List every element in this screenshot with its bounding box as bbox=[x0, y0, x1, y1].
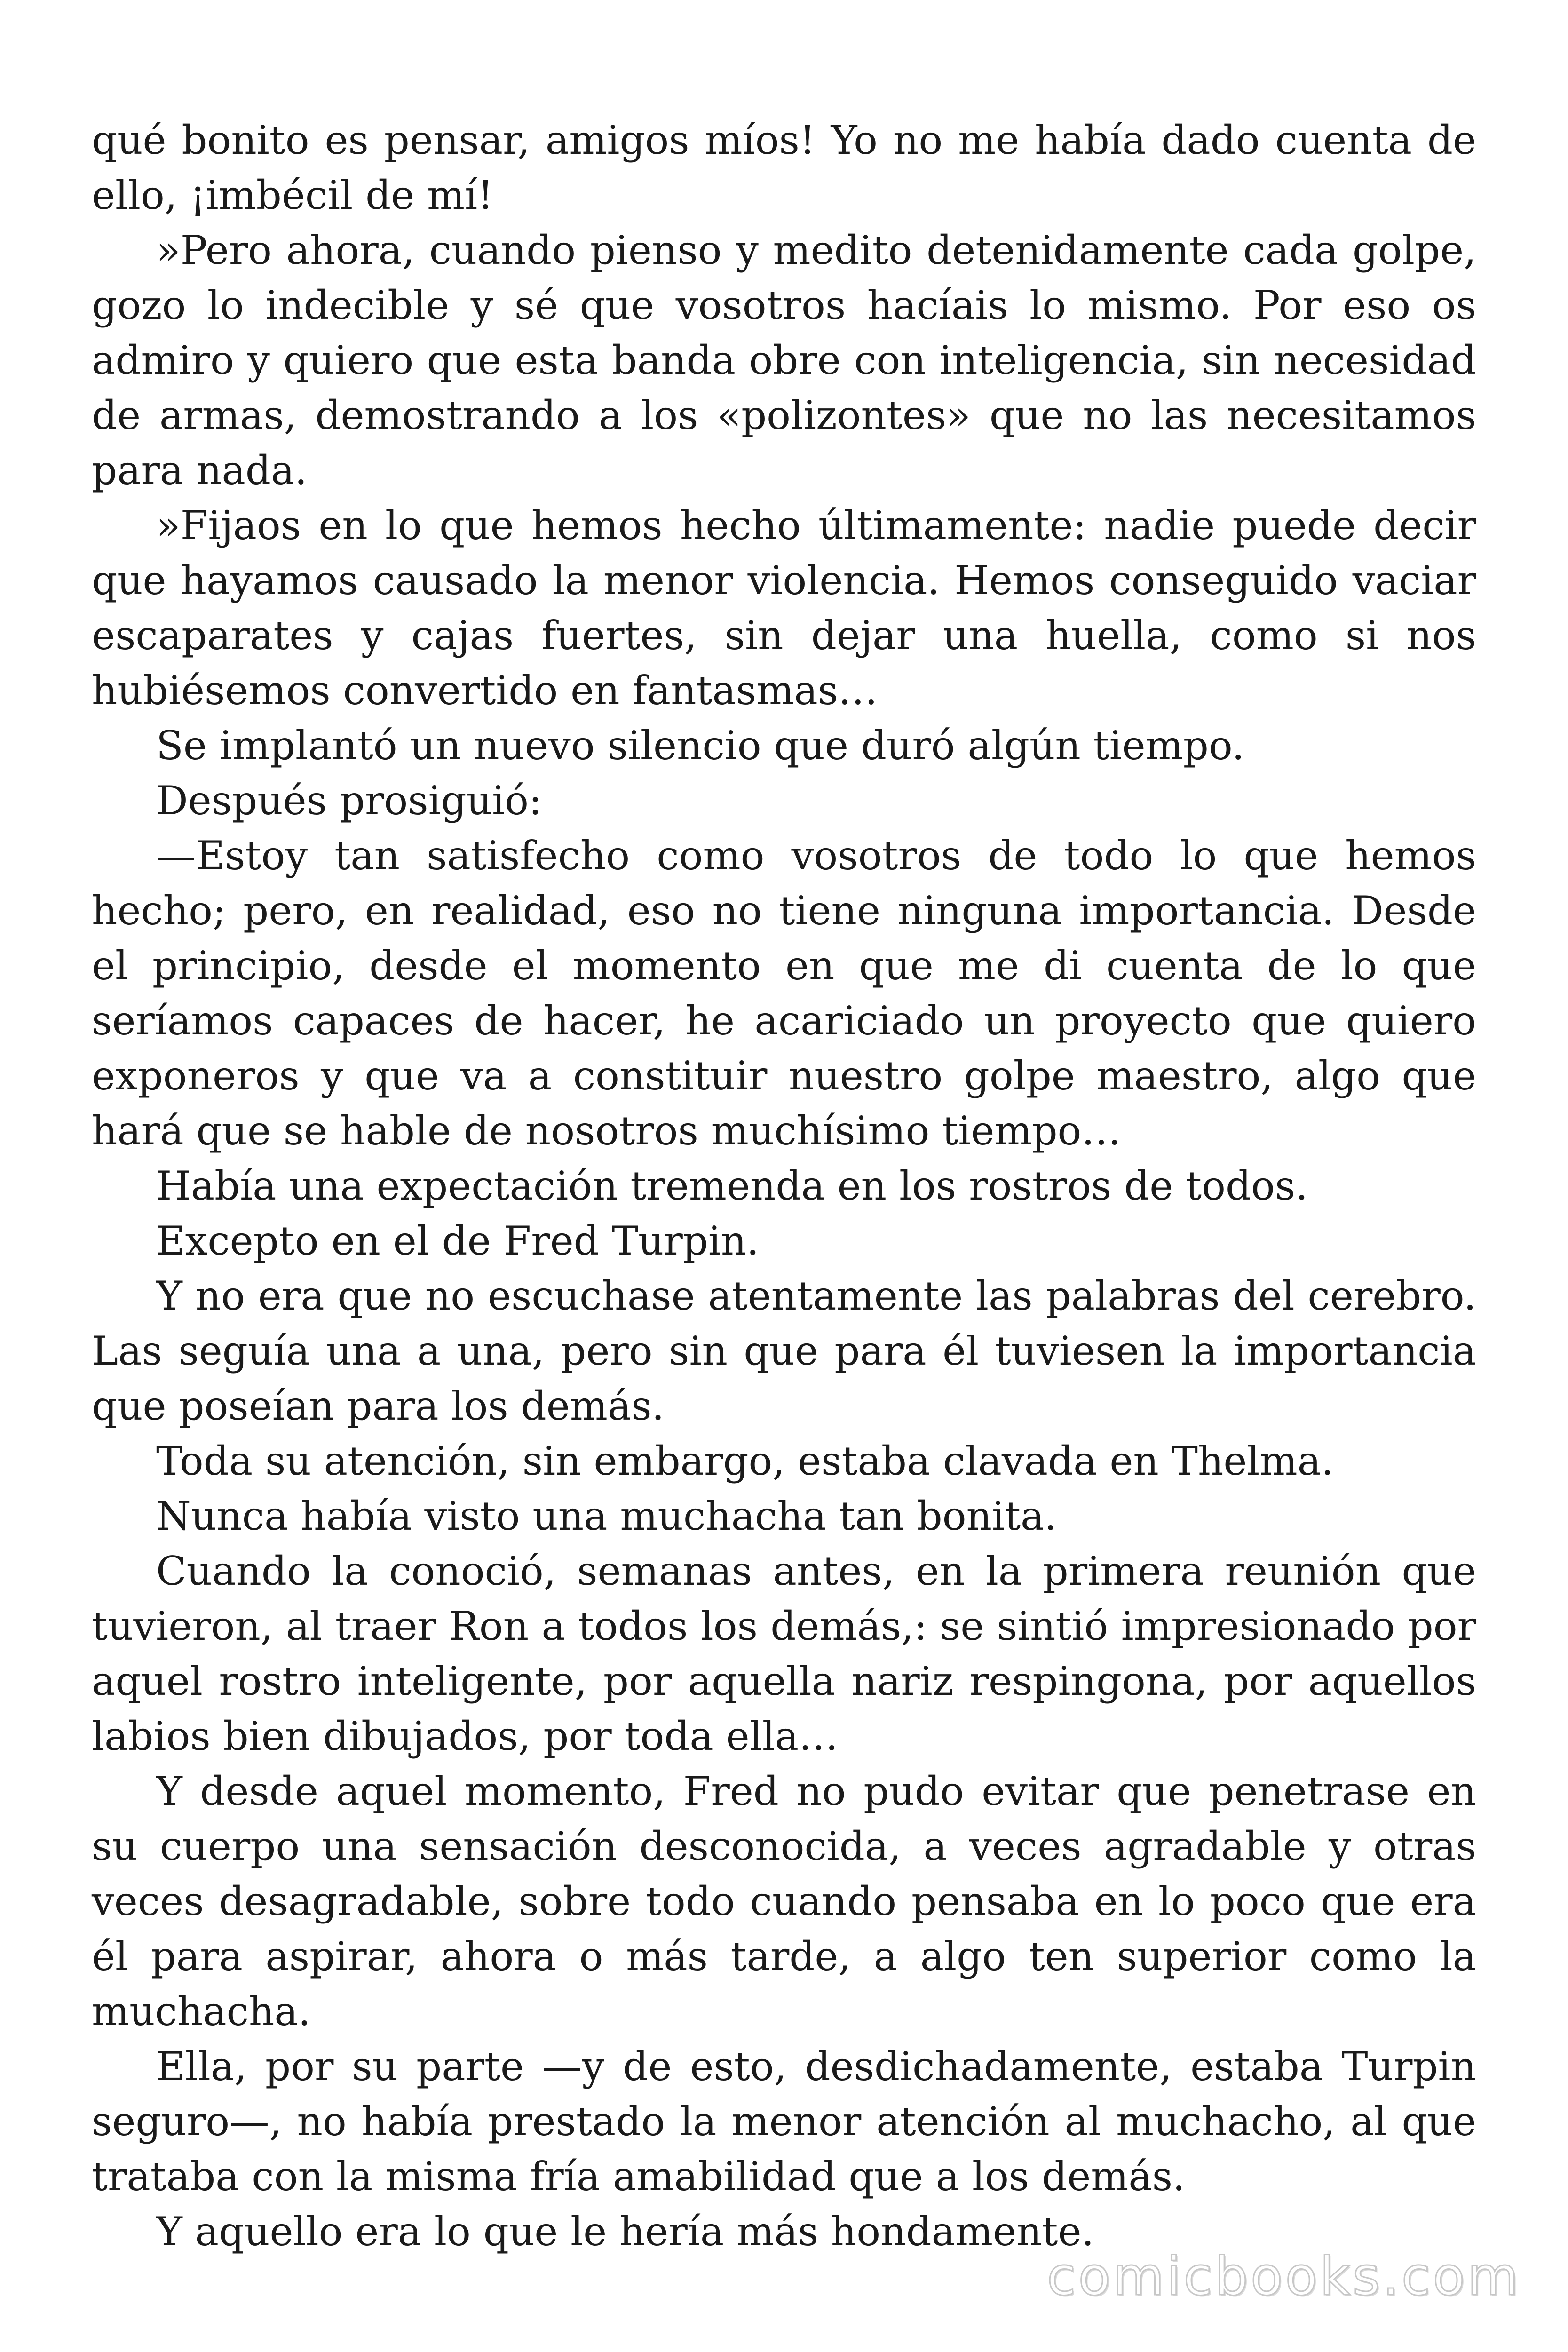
paragraph: Después prosiguió: bbox=[156, 778, 542, 824]
watermark-text: comicbooks.com bbox=[1046, 2246, 1521, 2307]
paragraph: Ella, por su parte —y de esto, desdichadamente, estaba Turpin seguro—, no había prestado la menor atención al muchacho, al que trataba con la misma fría amabilidad que a los demás. bbox=[92, 2043, 1476, 2200]
paragraph: »Fijaos en lo que hemos hecho últimamente: nadie puede decir que hayamos causado la menor violencia. Hemos conseguido vaciar escaparates y cajas fuertes, sin dejar una huella, como si nos hubiésemos convertido en fantasmas… bbox=[92, 502, 1476, 714]
paragraph: Nunca había visto una muchacha tan bonita. bbox=[156, 1493, 1057, 1539]
paragraph: Excepto en el de Fred Turpin. bbox=[156, 1218, 760, 1264]
paragraph: Se implantó un nuevo silencio que duró algún tiempo. bbox=[156, 723, 1245, 769]
paragraph: Y desde aquel momento, Fred no pudo evitar que penetrase en su cuerpo una sensación desconocida, a veces agradable y otras veces desagradable, sobre todo cuando pensaba en lo poco que era él para aspirar, ahora o más tarde, a algo ten superior como la muchacha. bbox=[92, 1768, 1476, 2034]
paragraph: Había una expectación tremenda en los rostros de todos. bbox=[156, 1163, 1308, 1209]
paragraph: qué bonito es pensar, amigos míos! Yo no me había dado cuenta de ello, ¡imbécil de mí! bbox=[92, 117, 1476, 218]
paragraph: —Estoy tan satisfecho como vosotros de todo lo que hemos hecho; pero, en realidad, eso no tiene ninguna importancia. Desde el principio, desde el momento en que me di cuenta de lo que seríamos capaces de hacer, he acariciado un proyecto que quiero exponeros y que va a constituir nuestro golpe maestro, algo que hará que se hable de nosotros muchísimo tiempo… bbox=[92, 833, 1476, 1154]
paragraph: »Pero ahora, cuando pienso y medito detenidamente cada golpe, gozo lo indecible y sé que vosotros hacíais lo mismo. Por eso os admiro y quiero que esta banda obre con inteligencia, sin necesidad de armas, demostrando a los «polizontes» que no las necesitamos para nada. bbox=[92, 227, 1476, 493]
book-page-text bbox=[92, 113, 1476, 2259]
paragraph: Y aquello era lo que le hería más hondamente. bbox=[156, 2209, 1094, 2255]
paragraph: Y no era que no escuchase atentamente las palabras del cerebro. Las seguía una a una, pero sin que para él tuviesen la importancia que poseían para los demás. bbox=[92, 1273, 1476, 1429]
paragraph: Cuando la conoció, semanas antes, en la primera reunión que tuvieron, al traer Ron a todos los demás,: se sintió impresionado por aquel rostro inteligente, por aquella nariz respingona, por aquellos labios bien dibujados, por toda ella… bbox=[92, 1548, 1476, 1759]
paragraph: Toda su atención, sin embargo, estaba clavada en Thelma. bbox=[156, 1438, 1334, 1484]
